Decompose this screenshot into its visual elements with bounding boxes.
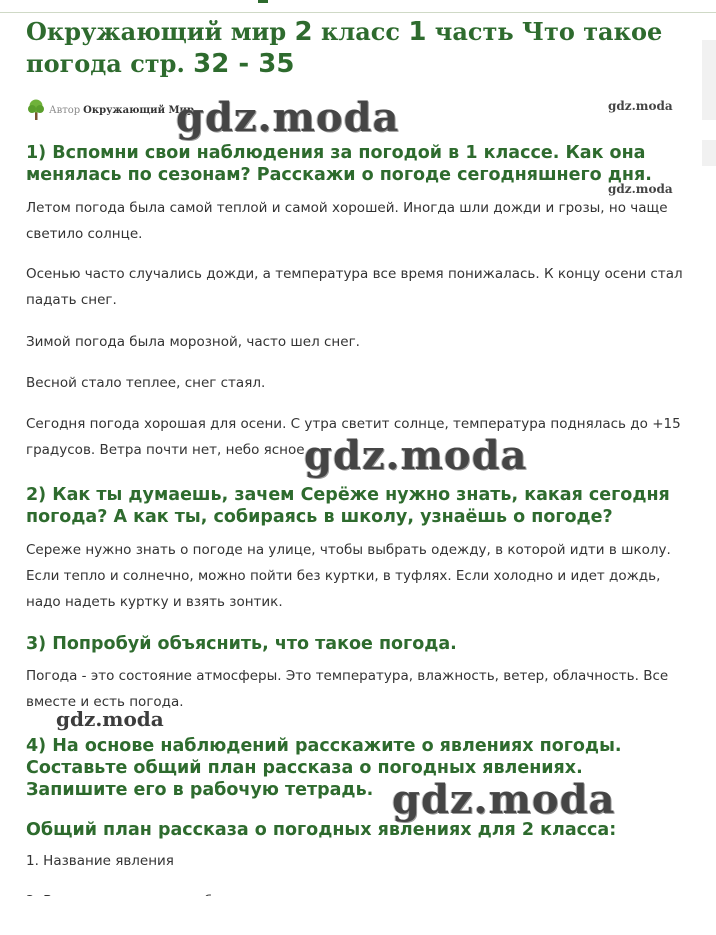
answer-paragraph: Осенью часто случались дожди, а температура все время понижалась. К концу осени стал падать снег. (26, 266, 683, 308)
title-part: 1 (408, 17, 427, 47)
title-grade: 2 (294, 17, 313, 47)
question-heading: 3) Попробуй объяснить, что такое погода. (26, 634, 457, 654)
right-sidebar-strip (702, 40, 716, 120)
watermark: gdz.moda (176, 94, 400, 141)
title-text: Окружающий мир (26, 17, 295, 46)
question-heading: 1) Вспомни свои наблюдения за погодой в 1 классе. Как она менялась по сезонам? Расскажи о погоде сегодняшнего дня. (26, 143, 652, 185)
right-sidebar-strip-lower (702, 140, 716, 166)
watermark: gdz.moda (608, 182, 673, 196)
answer-paragraph: Весной стало теплее, снег стаял. (26, 375, 266, 391)
watermark: gdz.moda (608, 99, 673, 113)
question-heading: 4) На основе наблюдений расскажите о явлениях погоды. Составьте общий план рассказа о погодных явлениях. Запишите его в рабочую тетрадь. (26, 736, 622, 800)
watermark: gdz.moda (56, 707, 164, 731)
plan-item: 1. Название явления (26, 853, 174, 869)
author-prefix: Автор (49, 104, 81, 116)
answer-paragraph: Зимой погода была морозной, часто шел снег. (26, 334, 360, 350)
title-text: класс (312, 17, 409, 46)
screenshot-cutoff (0, 896, 716, 935)
top-accent-mark (258, 0, 268, 3)
watermark: gdz.moda (392, 776, 616, 823)
title-text: часть Что такое погода стр. (26, 17, 663, 78)
author-line (26, 99, 194, 121)
question-heading: 2) Как ты думаешь, зачем Серёже нужно знать, какая сегодня погода? А как ты, собираясь в школу, узнаёшь о погоде? (26, 485, 670, 527)
top-divider (0, 0, 716, 13)
answer-paragraph: Летом погода была самой теплой и самой хорошей. Иногда шли дожди и грозы, но чаще светило солнце. (26, 200, 668, 242)
author-link[interactable]: Окружающий Мир (83, 104, 194, 116)
tree-icon (26, 98, 46, 123)
answer-paragraph: Погода - это состояние атмосферы. Это температура, влажность, ветер, облачность. Все вместе и есть погода. (26, 668, 669, 710)
answer-paragraph: Сереже нужно знать о погоде на улице, чтобы выбрать одежду, в которой идти в школу. Если тепло и солнечно, можно пойти без куртки, в туфлях. Если холодно и идет дождь, надо надеть куртку и взять зонтик. (26, 542, 671, 610)
plan-subheading: Общий план рассказа о погодных явлениях для 2 класса: (26, 820, 617, 840)
watermark: gdz.moda (304, 432, 528, 479)
page-title (26, 16, 686, 80)
answer-paragraph: Сегодня погода хорошая для осени. С утра светит солнце, температура поднялась до +15 градусов. Ветра почти нет, небо ясное. (26, 416, 681, 458)
title-pages: 32 - 35 (193, 49, 295, 79)
